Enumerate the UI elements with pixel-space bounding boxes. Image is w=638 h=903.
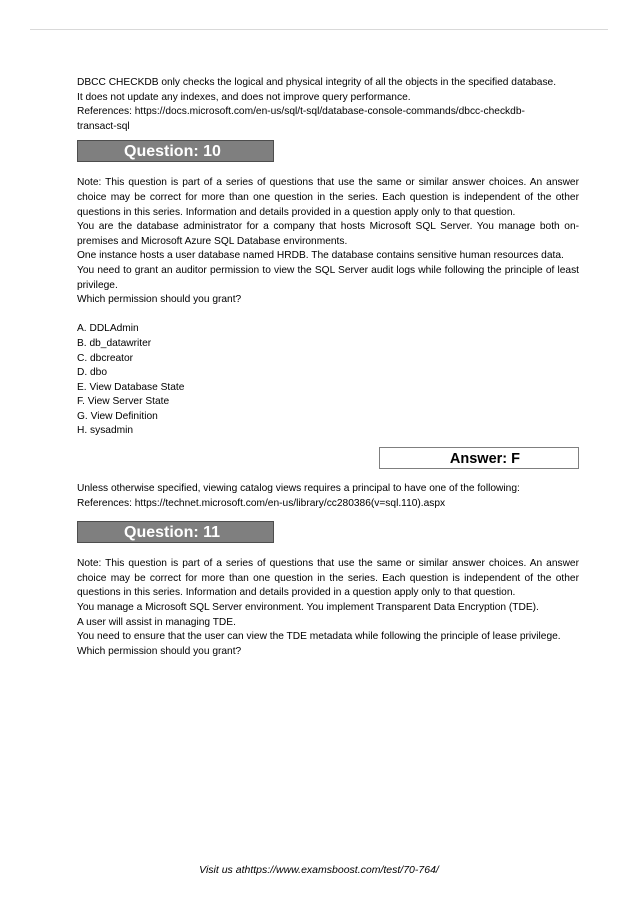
answer-row bbox=[77, 447, 579, 469]
q10-option: G. View Definition bbox=[77, 410, 158, 422]
intro-line-2: It does not update any indexes, and does not improve query performance. bbox=[77, 91, 411, 103]
q10-answer-box: Answer: F bbox=[379, 447, 579, 469]
q10-note: Note: This question is part of a series of questions that use the same or similar answer choices. An answer choice may be correct for more than one question in the series. Each question is independent of the other questions in this series. Information and details provided in a question apply only to that question. bbox=[77, 177, 579, 218]
q10-option: F. View Server State bbox=[77, 396, 170, 408]
q10-option: H. sysadmin bbox=[77, 425, 134, 437]
q11-note: Note: This question is part of a series of questions that use the same or similar answer choices. An answer choice may be correct for more than one question in the series. Each question is independent of the other questions in this series. Information and details provided in a question apply only to that question. bbox=[77, 558, 579, 599]
q10-option: A. DDLAdmin bbox=[77, 323, 139, 335]
q10-explanation-2: References: https://technet.microsoft.com/en-us/library/cc280386(v=sql.110).aspx bbox=[77, 497, 446, 509]
q10-explanation-1: Unless otherwise specified, viewing catalog views requires a principal to have one of the following: bbox=[77, 483, 520, 495]
intro-line-3: References: https://docs.microsoft.com/en-us/sql/t-sql/database-console-commands/dbcc-checkdb- bbox=[77, 106, 525, 118]
q10-option: E. View Database State bbox=[77, 381, 185, 393]
q10-paragraph-1: You are the database administrator for a company that hosts Microsoft SQL Server. You manage both on-premises and Microsoft Azure SQL Database environments. bbox=[77, 221, 579, 247]
q10-option: D. dbo bbox=[77, 367, 108, 379]
q11-paragraph-1: You manage a Microsoft SQL Server environment. You implement Transparent Data Encryption (TDE). bbox=[77, 602, 539, 614]
q10-option: B. db_datawriter bbox=[77, 337, 152, 349]
top-rule bbox=[30, 29, 608, 30]
footer-link[interactable]: Visit us athttps://www.examsboost.com/test/70-764/ bbox=[199, 864, 439, 876]
question-10-heading: Question: 10 bbox=[77, 140, 274, 162]
intro-line-4: transact-sql bbox=[77, 120, 130, 132]
q10-prompt: Which permission should you grant? bbox=[77, 294, 242, 306]
q10-paragraph-2: One instance hosts a user database named HRDB. The database contains sensitive human resources data. bbox=[77, 250, 564, 262]
q11-paragraph-3: You need to ensure that the user can view the TDE metadata while following the principle of lease privilege. bbox=[77, 631, 561, 643]
q11-prompt: Which permission should you grant? bbox=[77, 645, 242, 657]
q11-paragraph-2: A user will assist in managing TDE. bbox=[77, 616, 236, 628]
document-body bbox=[77, 76, 579, 659]
q10-paragraph-3: You need to grant an auditor permission to view the SQL Server audit logs while following the principle of least privilege. bbox=[77, 264, 579, 291]
intro-line-1: DBCC CHECKDB only checks the logical and physical integrity of all the objects in the specified database. bbox=[77, 77, 557, 88]
q10-option: C. dbcreator bbox=[77, 352, 134, 364]
question-11-heading: Question: 11 bbox=[77, 521, 274, 543]
